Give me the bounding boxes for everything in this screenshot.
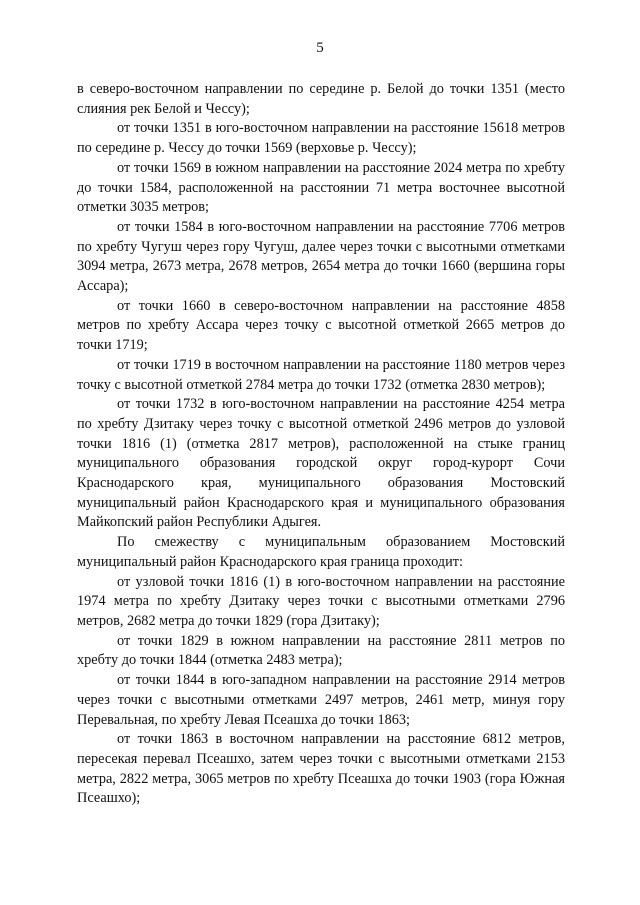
- document-body: [77, 80, 565, 809]
- paragraph: от точки 1351 в юго-восточном направлении на расстояние 15618 метров по середине р. Чессу до точки 1569 (верховье р. Чессу);: [77, 120, 565, 157]
- paragraph: от узловой точки 1816 (1) в юго-восточном направлении на расстояние 1974 метра по хребту Дзитаку через точки с высотными отметками 2796 метров, 2682 метра до точки 1829 (гора Дзитаку);: [77, 573, 565, 629]
- page-number: 5: [316, 40, 324, 56]
- paragraph: от точки 1844 в юго-западном направлении на расстояние 2914 метров через точки с высотными отметками 2497 метров, 2461 метр, минуя гору Перевальная, по хребту Левая Псеашха до точки 1863;: [77, 672, 565, 728]
- paragraph: от точки 1829 в южном направлении на расстояние 2811 метров по хребту до точки 1844 (отметка 2483 метра);: [77, 632, 565, 669]
- paragraph: от точки 1732 в юго-восточном направлении на расстояние 4254 метра по хребту Дзитаку через точку с высотной отметкой 2496 метров до узловой точки 1816 (1) (отметка 2817 метров), расположенной на стыке границ муниципального образования городской округ город-курорт Сочи Краснодарского края, муниципального образования Мостовский муниципальный район Краснодарского края и муниципального образования Майкопский район Республики Адыгея.: [77, 396, 565, 531]
- paragraph: от точки 1569 в южном направлении на расстояние 2024 метра по хребту до точки 1584, расположенной на расстоянии 71 метра восточнее высотной отметки 3035 метров;: [77, 159, 565, 216]
- paragraph: от точки 1719 в восточном направлении на расстояние 1180 метров через точку с высотной отметкой 2784 метра до точки 1732 (отметка 2830 метров);: [77, 356, 565, 393]
- paragraph: от точки 1584 в юго-восточном направлении на расстояние 7706 метров по хребту Чугуш через гору Чугуш, далее через точки с высотными отметками 3094 метра, 2673 метра, 2678 метров, 2654 метра до точки 1660 (вершина горы Ассара);: [77, 218, 565, 295]
- paragraph: По смежеству с муниципальным образованием Мостовский муниципальный район Краснодарского края граница проходит:: [77, 534, 565, 570]
- paragraph: от точки 1863 в восточном направлении на расстояние 6812 метров, пересекая перевал Псеашхо, затем через точки с высотными отметками 2153 метра, 2822 метра, 3065 метров по хребту Псеашха до точки 1903 (гора Южная Псеашхо);: [77, 731, 565, 807]
- paragraph: в северо-восточном направлении по середине р. Белой до точки 1351 (место слияния рек Белой и Чессу);: [77, 81, 565, 117]
- paragraph: от точки 1660 в северо-восточном направлении на расстояние 4858 метров по хребту Ассара через точку с высотной отметкой 2665 метров до точки 1719;: [77, 297, 565, 354]
